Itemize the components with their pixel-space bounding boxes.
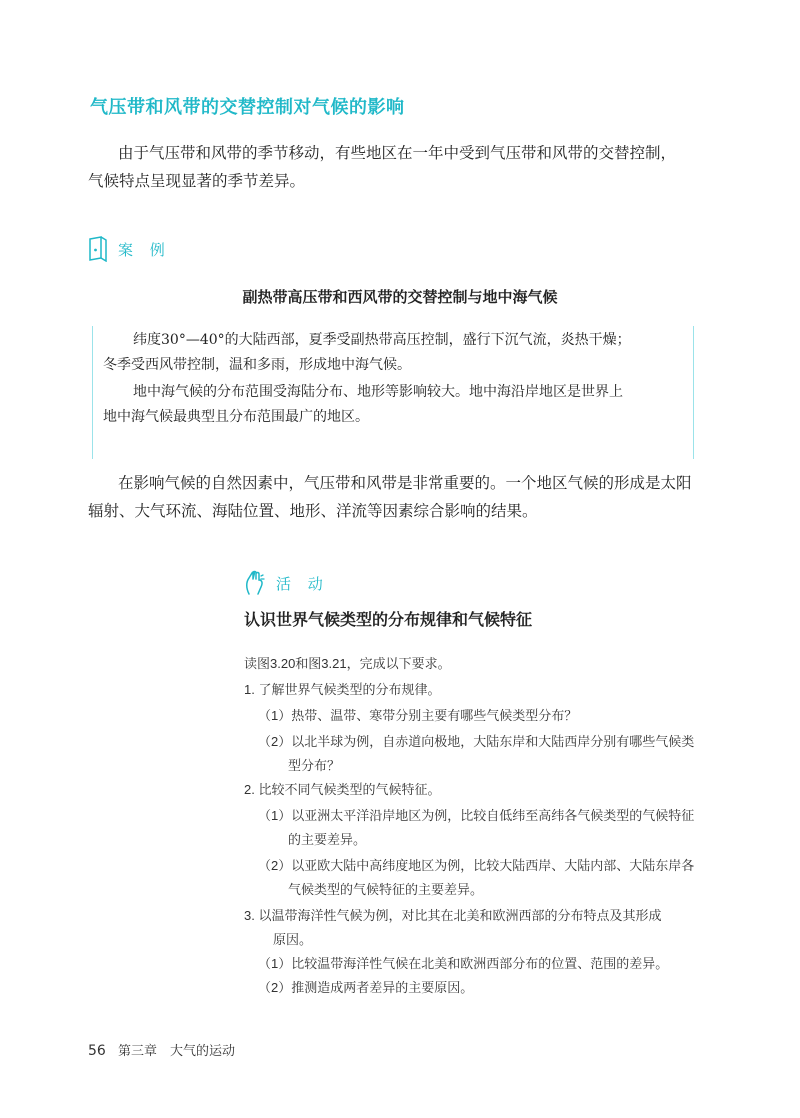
section-title: 气压带和风带的交替控制对气候的影响 — [90, 97, 405, 118]
activity-header — [244, 567, 329, 599]
activity-line: 气候类型的气候特征的主要差异。 — [288, 882, 484, 897]
intro-line-2: 气候特点呈现显著的季节差异。 — [88, 172, 306, 190]
case-label: 案 例 — [118, 240, 171, 259]
activity-line: 3. 以温带海洋性气候为例，对比其在北美和欧洲西部的分布特点及其形成 — [244, 908, 662, 923]
activity-line: 2. 比较不同气候类型的气候特征。 — [244, 782, 441, 797]
case-line-2: 冬季受西风带控制，温和多雨，形成地中海气候。 — [103, 357, 411, 373]
activity-line: （1）以亚洲太平洋沿岸地区为例，比较自低纬至高纬各气候类型的气候特征 — [258, 808, 695, 823]
activity-line: 1. 了解世界气候类型的分布规律。 — [244, 682, 441, 697]
activity-line: （2）以北半球为例，自赤道向极地，大陆东岸和大陆西岸分别有哪些气候类 — [258, 734, 695, 749]
case-line-1: 纬度30°—40°的大陆西部，夏季受副热带高压控制，盛行下沉气流，炎热干燥； — [133, 332, 631, 348]
activity-line: （2）推测造成两者差异的主要原因。 — [258, 980, 474, 995]
activity-line: 型分布？ — [288, 758, 341, 773]
page-number: 56 — [88, 1043, 106, 1059]
activity-label: 活 动 — [276, 574, 329, 593]
case-box — [92, 326, 694, 459]
activity-line: （1）热带、温带、寒带分别主要有哪些气候类型分布？ — [258, 708, 578, 723]
case-header — [88, 232, 171, 266]
case-line-4: 地中海气候最典型且分布范围最广的地区。 — [103, 409, 369, 425]
activity-line: 的主要差异。 — [288, 832, 367, 847]
para2-line-1: 在影响气候的自然因素中，气压带和风带是非常重要的。一个地区气候的形成是太阳 — [118, 474, 692, 492]
book-icon — [88, 236, 108, 262]
para2-line-2: 辐射、大气环流、海陆位置、地形、洋流等因素综合影响的结果。 — [88, 502, 538, 520]
activity-line: 原因。 — [273, 932, 313, 947]
activity-title: 认识世界气候类型的分布规律和气候特征 — [244, 610, 533, 629]
hand-activity-icon — [244, 570, 268, 596]
page-footer — [88, 1040, 235, 1059]
activity-line: （1）比较温带海洋性气候在北美和欧洲西部分布的位置、范围的差异。 — [258, 956, 669, 971]
case-line-3: 地中海气候的分布范围受海陆分布、地形等影响较大。地中海沿岸地区是世界上 — [133, 384, 623, 400]
activity-line: （2）以亚欧大陆中高纬度地区为例，比较大陆西岸、大陆内部、大陆东岸各 — [258, 858, 695, 873]
activity-line: 读图3.20和图3.21，完成以下要求。 — [244, 656, 451, 671]
case-title: 副热带高压带和西风带的交替控制与地中海气候 — [242, 288, 558, 306]
intro-line-1: 由于气压带和风带的季节移动，有些地区在一年中受到气压带和风带的交替控制， — [118, 144, 677, 162]
chapter-title: 第三章 大气的运动 — [117, 1044, 235, 1059]
